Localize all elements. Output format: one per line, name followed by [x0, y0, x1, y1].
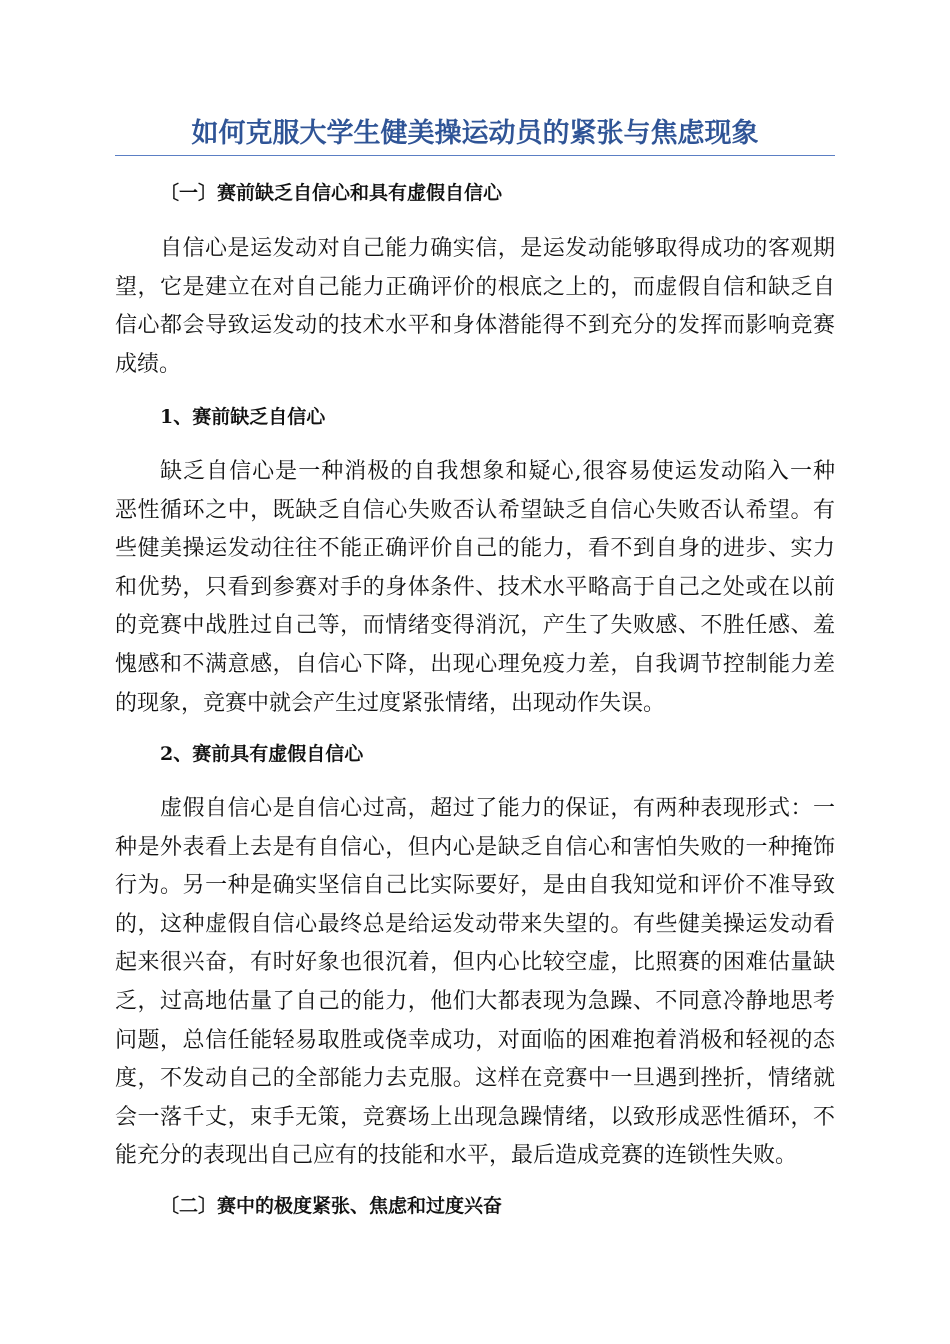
paragraph-line: 成绩。 — [115, 351, 182, 377]
paragraph-line: 起来很兴奋，有时好象也很沉着，但内心比较空虚，比照赛的困难估量缺 — [115, 950, 835, 976]
paragraph-line: 和优势，只看到参赛对手的身体条件、技术水平略高于自己之处或在以前 — [115, 574, 835, 600]
paragraph-line: 的，这种虚假自信心最终总是给运发动带来失望的。有些健美操运发动看 — [115, 911, 835, 937]
paragraph-line: 会一落千丈，束手无策，竞赛场上出现急躁情绪，以致形成恶性循环，不 — [115, 1104, 835, 1130]
paragraph-line: 愧感和不满意感，自信心下降，出现心理免疫力差，自我调节控制能力差 — [115, 651, 835, 677]
paragraph-confidence — [115, 230, 835, 384]
paragraph-lack-confidence — [115, 453, 835, 723]
title-underline — [115, 155, 835, 156]
paragraph-line: 的现象，竞赛中就会产生过度紧张情绪，出现动作失误。 — [115, 690, 666, 716]
paragraph-line: 度，不发动自己的全部能力去克服。这样在竞赛中一旦遇到挫折，情绪就 — [115, 1066, 835, 1092]
section-heading-4: 〔二〕赛中的极度紧张、焦虑和过度兴奋 — [160, 1195, 503, 1217]
paragraph-line: 些健美操运发动往往不能正确评价自己的能力，看不到自身的进步、实力 — [115, 536, 835, 562]
paragraph-line: 行为。另一种是确实坚信自己比实际要好，是由自我知觉和评价不准导致 — [115, 873, 835, 899]
paragraph-line: 望，它是建立在对自己能力正确评价的根底之上的，而虚假自信和缺乏自 — [115, 274, 835, 300]
document-title: 如何克服大学生健美操运动员的紧张与焦虑现象 — [191, 118, 759, 149]
section-heading-1: 〔一〕赛前缺乏自信心和具有虚假自信心 — [160, 182, 503, 204]
paragraph-line: 种是外表看上去是有自信心，但内心是缺乏自信心和害怕失败的一种掩饰 — [115, 834, 835, 860]
paragraph-line: 缺乏自信心是一种消极的自我想象和疑心,很容易使运发动陷入一种 — [160, 459, 835, 484]
paragraph-line: 自信心是运发动对自己能力确实信，是运发动能够取得成功的客观期 — [160, 236, 835, 261]
section-heading-3: 2、赛前具有虚假自信心 — [160, 743, 364, 765]
paragraph-line: 乏，过高地估量了自己的能力，他们大都表现为急躁、不同意冷静地思考 — [115, 988, 835, 1014]
paragraph-line: 恶性循环之中，既缺乏自信心失败否认希望缺乏自信心失败否认希望。有 — [115, 497, 835, 523]
paragraph-line: 能充分的表现出自己应有的技能和水平，最后造成竞赛的连锁性失败。 — [115, 1143, 798, 1169]
paragraph-line: 虚假自信心是自信心过高，超过了能力的保证，有两种表现形式：一 — [160, 796, 835, 821]
paragraph-line: 问题，总信任能轻易取胜或侥幸成功，对面临的困难抱着消极和轻视的态 — [115, 1027, 835, 1053]
paragraph-line: 的竞赛中战胜过自己等，而情绪变得消沉，产生了失败感、不胜任感、羞 — [115, 613, 835, 639]
section-heading-2: 1、赛前缺乏自信心 — [160, 406, 326, 428]
paragraph-false-confidence — [115, 790, 835, 1176]
paragraph-line: 信心都会导致运发动的技术水平和身体潜能得不到充分的发挥而影响竞赛 — [115, 313, 835, 339]
